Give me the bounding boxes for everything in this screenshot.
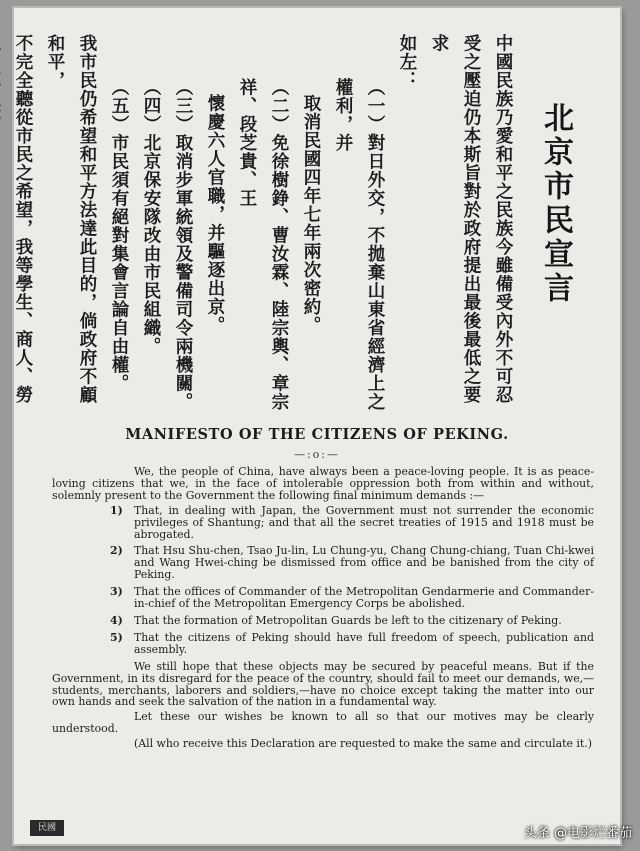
- chinese-title: 北京市民宣言: [538, 102, 573, 306]
- demand-item: [52, 505, 594, 541]
- demand-item: [52, 615, 594, 627]
- chinese-demand-4: （四）北京保安隊改由市民組織。: [141, 78, 161, 356]
- source-watermark: 头条 @电影烂番茄: [523, 826, 632, 841]
- chinese-column: 懷慶六人官職，并驅逐出京。: [205, 94, 225, 335]
- demand-text: That the formation of Metropolitan Guards be left to the citizenary of Peking.: [134, 613, 562, 627]
- demand-item: [52, 545, 594, 581]
- chinese-demand-3: （三）取消步軍統領及警備司令兩機關。: [173, 78, 193, 411]
- title-separator: —:o:—: [293, 448, 341, 461]
- demand-item: [52, 586, 594, 610]
- chinese-column: 取消民國四年七年兩次密約。: [301, 94, 321, 335]
- chinese-section: [13, 34, 589, 414]
- demand-item: [52, 632, 594, 656]
- demand-text: That the offices of Commander of the Metropolitan Gendarmerie and Commander-in-chief of the Metropolitan Emergency Corps be abolished.: [134, 585, 594, 611]
- chinese-demand-2: （二）免徐樹錚、曹汝霖、陸宗輿、章宗祥、段芝貴、王: [237, 78, 289, 411]
- demand-number: 5): [110, 630, 123, 644]
- demand-number: 2): [110, 544, 123, 558]
- chinese-column: 我市民仍希望和平方法達此目的，倘政府不顧和平，: [45, 34, 97, 404]
- intro-paragraph: We, the people of China, have always been a peace-loving people. It is as peace-loving citizens that we, in the face of intolerable oppression both from within and without, solemnly present to the Government the following final minimum demands :—: [52, 465, 594, 502]
- seal-stamp: 民國: [30, 820, 64, 836]
- demands-list: [52, 505, 594, 656]
- demand-number: 3): [110, 585, 123, 599]
- english-title: MANIFESTO OF THE CITIZENS OF PEKING.: [125, 426, 509, 443]
- chinese-demand-1: （一）對日外交，不拋棄山東省經濟上之權利，并: [333, 78, 385, 411]
- chinese-columns: [0, 34, 519, 414]
- chinese-demand-5: （五）市民須有絕對集會言論自由權。: [109, 78, 129, 393]
- demand-number: 1): [110, 503, 123, 517]
- wish-paragraph: Let these our wishes be known to all so that our motives may be clearly understood.: [52, 710, 594, 736]
- demand-number: 4): [110, 613, 123, 627]
- chinese-column: 不完全聽從市民之希望，我等學生、商人、勞: [13, 34, 33, 404]
- manifesto-sheet: [14, 8, 620, 844]
- demand-text: That Hsu Shu-chen, Tsao Ju-lin, Lu Chung-yu, Chang Chung-chiang, Tuan Chi-kwei and Wang Hwei-ching be dismissed from office and be banished from the city of Peking.: [134, 544, 594, 582]
- circulation-note: (All who receive this Declaration are requested to make the same and circulate it.): [134, 737, 592, 751]
- demand-text: That, in dealing with Japan, the Government must not surrender the economic privileges of Shantung; and that all the secret treaties of 1915 and 1918 must be abrogated.: [134, 503, 594, 541]
- english-body: [52, 466, 594, 753]
- chinese-column: 中國民族乃愛和平之民族今雖備受內外不可忍: [493, 34, 513, 404]
- chinese-column: 如左：: [397, 34, 417, 90]
- demand-text: That the citizens of Peking should have full freedom of speech, publication and assembly.: [134, 630, 594, 656]
- chinese-column: 受之壓迫仍本斯旨對於政府提出最後最低之要求: [429, 34, 481, 404]
- hope-paragraph: We still hope that these objects may be secured by peaceful means. But if the Government, in its disregard for the peace of the country, should fail to meet our demands, we,—students, merchants, laborers and soldiers,—have no choice except taking the matter into our own hands and seek the salvation of the nation in a fundamental way.: [52, 659, 594, 709]
